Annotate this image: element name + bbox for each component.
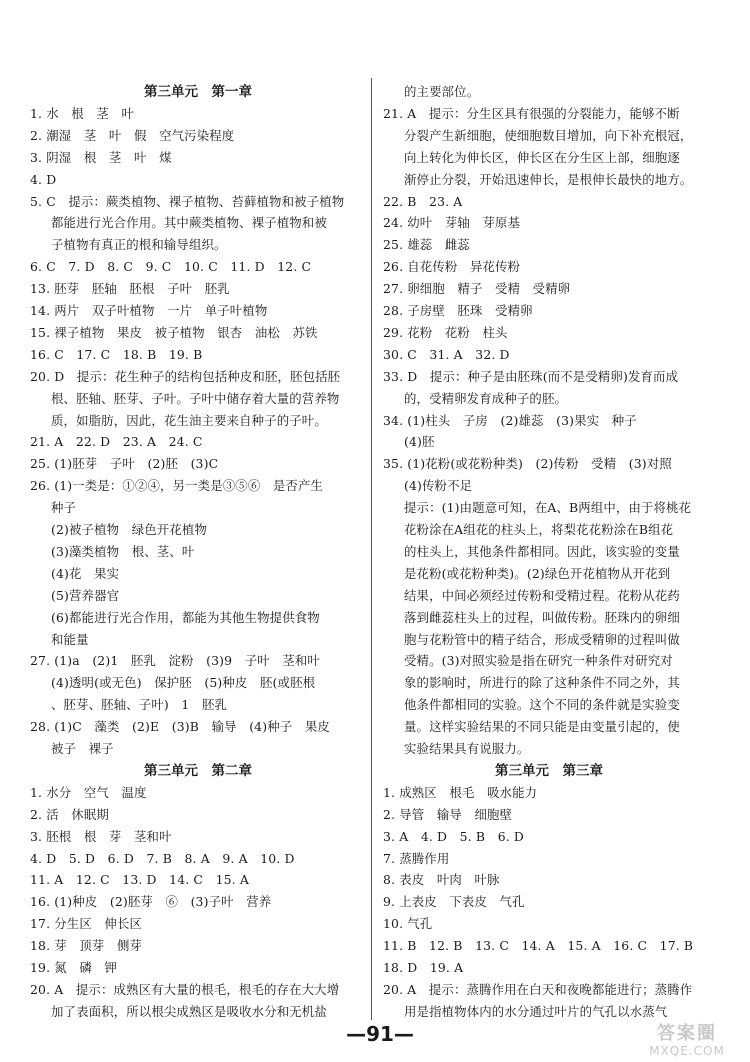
answer-line: 29. 花粉 花粉 柱头 bbox=[383, 324, 508, 340]
answer-line: 18. 芽 顶芽 侧芽 bbox=[30, 938, 143, 954]
page-number: —91— bbox=[346, 1022, 414, 1046]
answer-line: 1. 水分 空气 温度 bbox=[30, 784, 147, 800]
answer-line: 5. C 提示：蕨类植物、裸子植物、苔藓植物和被子植物 bbox=[30, 193, 345, 209]
section-heading: 第三单元 第一章 bbox=[144, 84, 252, 100]
answer-line: 19. 氮 磷 钾 bbox=[30, 960, 117, 975]
answer-line: 34. (1)柱头 子房 (2)雄蕊 (3)果实 种子 bbox=[383, 412, 637, 428]
answer-continuation: 他条件都相同的实验。这个不同的条件就是实验变 bbox=[404, 697, 680, 713]
answer-continuation: 被子 裸子 bbox=[51, 741, 114, 756]
answer-line: 26. (1)一类是：①②④，另一类是③⑤⑥ 是否产生 bbox=[30, 478, 324, 494]
answer-continuation: 、胚芽、胚轴、子叶) 1 胚乳 bbox=[51, 697, 228, 713]
answer-line: 30. C 31. A 32. D bbox=[383, 346, 510, 362]
answer-line: 33. D 提示：种子是由胚珠(而不是受精卵)发育而成 bbox=[383, 368, 679, 384]
answer-continuation: 和能量 bbox=[51, 631, 89, 647]
answer-line: 21. A 提示：分生区具有很强的分裂能力，能够不断 bbox=[383, 105, 680, 121]
answer-continuation: 的，受精卵发育成种子的胚。 bbox=[404, 390, 568, 406]
answer-line: 28. 子房壁 胚珠 受精卵 bbox=[383, 303, 533, 318]
answer-continuation: (2)被子植物 绿色开花植物 bbox=[51, 522, 207, 537]
answer-continuation: 落到雌蕊柱头上的过程，叫做传粉。胚珠内的卵细 bbox=[404, 609, 680, 625]
answer-line: 10. 气孔 bbox=[383, 916, 433, 932]
answer-line: 4. D 5. D 6. D 7. B 8. A 9. A 10. D bbox=[30, 850, 295, 866]
answer-line: 35. (1)花粉(或花粉种类) (2)传粉 受精 (3)对照 bbox=[383, 456, 672, 472]
answer-continuation: 的主要部位。 bbox=[404, 84, 480, 99]
answer-line: 27. (1)a (2)1 胚乳 淀粉 (3)9 子叶 茎和叶 bbox=[30, 653, 320, 669]
answer-line: 21. A 22. D 23. A 24. C bbox=[30, 434, 203, 450]
answer-line: 1. 水 根 茎 叶 bbox=[30, 105, 134, 121]
answer-line: 24. 幼叶 芽轴 芽原基 bbox=[383, 215, 521, 231]
answer-line: 15. 裸子植物 果皮 被子植物 银杏 油松 苏铁 bbox=[30, 324, 318, 340]
answer-continuation: 渐停止分裂，开始迅速伸长，是根伸长最快的地方。 bbox=[404, 171, 693, 187]
answer-continuation: 用是指植物体内的水分通过叶片的气孔以水蒸气 bbox=[404, 1003, 668, 1019]
answer-line: 11. B 12. B 13. C 14. A 15. A 16. C 17. B bbox=[383, 938, 694, 954]
answer-line: 2. 导管 输导 细胞壁 bbox=[383, 806, 513, 822]
answer-continuation: 质，如脂肪，因此，花生油主要来自种子的子叶。 bbox=[51, 412, 327, 428]
answer-continuation: 根、胚轴、胚芽、子叶。子叶中储存着大量的营养物 bbox=[51, 390, 340, 406]
answer-continuation: 的柱头上，其他条件都相同。因此，该实验的变量 bbox=[404, 543, 680, 559]
answer-line: 28. (1)C 藻类 (2)E (3)B 输导 (4)种子 果皮 bbox=[30, 719, 330, 735]
answer-line: 20. A 提示：蒸腾作用在白天和夜晚都能进行；蒸腾作 bbox=[383, 981, 693, 997]
answer-line: 3. 胚根 根 芽 茎和叶 bbox=[30, 828, 172, 844]
answer-line: 14. 两片 双子叶植物 一片 单子叶植物 bbox=[30, 303, 268, 318]
answer-continuation: 结果，中间必须经过传粉和受精过程。花粉从花药 bbox=[404, 587, 680, 603]
answer-line: 13. 胚芽 胚轴 胚根 子叶 胚乳 bbox=[30, 281, 230, 297]
answer-continuation: 受精。(3)对照实验是指在研究一种条件对研究对 bbox=[404, 653, 673, 669]
answer-continuation: 是花粉(或花粉种类)。(2)绿色开花植物从开花到 bbox=[404, 565, 671, 581]
answer-line: 3. 阴湿 根 茎 叶 煤 bbox=[30, 149, 172, 165]
answer-continuation: 种子 bbox=[51, 500, 77, 516]
answer-line: 2. 活 休眠期 bbox=[30, 806, 109, 822]
watermark-url: MXQE.COM bbox=[649, 1044, 725, 1058]
answer-line: 16. C 17. C 18. B 19. B bbox=[30, 346, 203, 362]
section-heading: 第三单元 第三章 bbox=[495, 762, 603, 779]
answer-line: 25. 雄蕊 雌蕊 bbox=[383, 237, 470, 253]
answer-line: 3. A 4. D 5. B 6. D bbox=[383, 828, 524, 844]
answer-continuation: (6)都能进行光合作用，都能为其他生物提供食物 bbox=[51, 609, 320, 625]
answer-line: 16. (1)种皮 (2)胚芽 ⑥ (3)子叶 营养 bbox=[30, 894, 272, 910]
answer-line: 6. C 7. D 8. C 9. C 10. C 11. D 12. C bbox=[30, 259, 312, 275]
answer-continuation: (4)花 果实 bbox=[51, 565, 120, 581]
answer-continuation: 子植物有真正的根和输导组织。 bbox=[51, 237, 227, 253]
answer-line: 18. D 19. A bbox=[383, 960, 464, 975]
answer-continuation: 实验结果具有说服力。 bbox=[404, 741, 530, 756]
section-heading: 第三单元 第二章 bbox=[144, 762, 252, 779]
answer-continuation: 分裂产生新细胞，使细胞数目增加，向下补充根冠， bbox=[404, 127, 693, 143]
answer-continuation: (3)藻类植物 根、茎、叶 bbox=[51, 543, 195, 559]
answer-continuation: (4)透明(或无色) 保护胚 (5)种皮 胚(或胚根 bbox=[51, 675, 316, 691]
answer-continuation: 象的影响时，所进行的除了这种条件不同之外，其 bbox=[404, 675, 680, 691]
answer-continuation: 提示：(1)由题意可知，在A、B两组中，由于将桃花 bbox=[404, 500, 692, 516]
column-divider bbox=[371, 78, 372, 1020]
answer-line: 26. 自花传粉 异花传粉 bbox=[383, 259, 521, 275]
answer-continuation: (5)营养器官 bbox=[51, 587, 120, 603]
answer-continuation: 都能进行光合作用。其中蕨类植物、裸子植物和被 bbox=[51, 215, 327, 231]
answer-line: 22. B 23. A bbox=[383, 193, 463, 209]
answer-line: 17. 分生区 伸长区 bbox=[30, 916, 143, 932]
answer-line: 2. 潮湿 茎 叶 假 空气污染程度 bbox=[30, 127, 235, 143]
answer-line: 8. 表皮 叶肉 叶脉 bbox=[383, 872, 500, 888]
answer-continuation: 加了表面积，所以根尖成熟区是吸收水分和无机盐 bbox=[51, 1003, 327, 1019]
answer-line: 20. D 提示：花生种子的结构包括种皮和胚，胚包括胚 bbox=[30, 368, 341, 384]
answer-line: 4. D bbox=[30, 171, 57, 187]
answer-continuation: (4)传粉不足 bbox=[404, 478, 473, 494]
watermark-logo bbox=[632, 1024, 742, 1060]
answer-continuation: 向上转化为伸长区，伸长区在分生区上部，细胞逐 bbox=[404, 149, 680, 165]
watermark-title: 答案圈 bbox=[657, 1023, 717, 1044]
answer-line: 11. A 12. C 13. D 14. C 15. A bbox=[30, 872, 249, 888]
answer-line: 7. 蒸腾作用 bbox=[383, 850, 450, 866]
answer-line: 27. 卵细胞 精子 受精 受精卵 bbox=[383, 281, 571, 297]
answer-continuation: 胞与花粉管中的精子结合，形成受精卵的过程叫做 bbox=[404, 631, 680, 647]
answer-continuation: 量。这样实验结果的不同只能是由变量引起的，使 bbox=[404, 719, 680, 735]
answer-continuation: 花粉涂在A组花的柱头上，将梨花花粉涂在B组花 bbox=[404, 522, 674, 537]
answer-line: 20. A 提示：成熟区有大量的根毛，根毛的存在大大增 bbox=[30, 981, 340, 997]
answer-line: 1. 成熟区 根毛 吸水能力 bbox=[383, 784, 538, 800]
answer-line: 25. (1)胚芽 子叶 (2)胚 (3)C bbox=[30, 456, 219, 472]
answer-continuation: (4)胚 bbox=[404, 434, 435, 450]
answer-line: 9. 上表皮 下表皮 气孔 bbox=[383, 894, 525, 910]
